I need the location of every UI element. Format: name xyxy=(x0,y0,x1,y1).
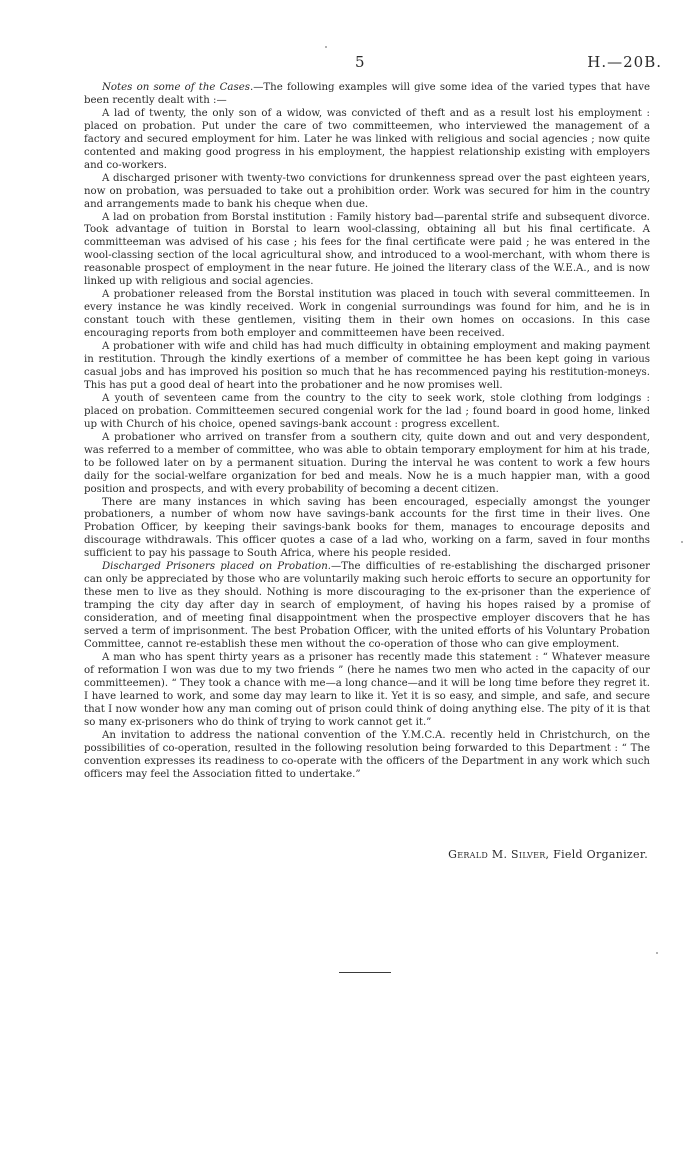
scan-speck xyxy=(325,46,327,48)
paragraph-text: An invitation to address the national convention of the Y.M.C.A. recently held in Christchurch, on the possibilities of co-operation, resulted in the following resolution being forwarded to this Department : “ The convention expresses its readiness to co-operate with the officers of the Department in any work which such officers may feel the Association fitted to undertake.” xyxy=(84,729,650,780)
paragraph-text: A probationer released from the Borstal institution was placed in touch with several committeemen. In every instance he was kindly received. Work in congenial surroundings was found for him, and he is in constant touch with these gentlemen, visiting them in their own homes on occasions. In this case encouraging reports from both employer and committeemen have been received. xyxy=(84,289,650,340)
paragraph-discharged-prisoners xyxy=(84,561,650,652)
paragraph-lead: Notes on some of the Cases. xyxy=(102,82,254,93)
body-text xyxy=(84,82,650,781)
paragraph-text: A youth of seventeen came from the country to the city to seek work, stole clothing from lodgings : placed on probation. Committeemen secured congenial work for the lad ; found board in good home, linked up with Church of his choice, opened savings-bank account : progress excellent. xyxy=(84,392,650,430)
paragraph-case-wool-classing xyxy=(84,212,650,290)
scan-speck xyxy=(681,541,683,543)
end-divider xyxy=(339,972,391,973)
paragraph-text: A lad of twenty, the only son of a widow, was convicted of theft and as a result lost his employment : placed on probation. Put under the care of two committeemen, who interviewed the management of a factory and secured employment for him. Later he was linked with religious and social agencies ; now quite contented and making good progress in his employment, the happiest relationship existing with employers and co-workers. xyxy=(84,107,650,171)
paragraph-text: A discharged prisoner with twenty-two convictions for drunkenness spread over the past eighteen years, now on probation, was persuaded to take out a prohibition order. Work was secured for him in the country and arrangements made to bank his cheque when due. xyxy=(84,172,650,210)
paragraph-text: —The following examples will give some idea of the varied types that have been recently dealt with :— xyxy=(84,82,650,106)
paragraph-case-transfer xyxy=(84,432,650,497)
signature xyxy=(448,848,648,861)
paragraph-savings xyxy=(84,497,650,562)
paragraph-ymca-invitation xyxy=(84,730,650,782)
paragraph-text: A probationer with wife and child has had much difficulty in obtaining employment and making payment in restitution. Through the kindly exertions of a member of committee he has been kept going in various casual jobs and has improved his position so much that he has recommenced paying his restitution-moneys. This has put a good deal of heart into the probationer and he now promises well. xyxy=(84,341,650,391)
paragraph-text: A probationer who arrived on transfer from a southern city, quite down and out and very despondent, was referred to a member of committee, who was able to obtain temporary employment for him at his trade, to be followed later on by a permanent situation. During the interval he was content to work a few hours daily for the social-welfare organization for bed and meals. Now he is a much happier man, with a good position and prospects, and with every probability of becoming a decent citizen. xyxy=(84,431,650,495)
paragraph-case-widow-son xyxy=(84,108,650,173)
paragraph-case-youth-seventeen xyxy=(84,393,650,432)
paragraph-case-drunkenness xyxy=(84,173,650,212)
document-reference: H.—20B. xyxy=(587,53,662,71)
signature-name: Gerald M. Silver, xyxy=(448,848,550,861)
paragraph-notes-on-cases xyxy=(84,82,650,108)
paragraph-text: —The difficulties of re-establishing the discharged prisoner can only be appreciated by those who are voluntarily making such heroic efforts to secure an opportunity for these men to live as they should. Nothing is more discouraging to the ex-prisoner than the experience of tramping the city day after day in search of employment, of having his hopes raised by a promise of consideration, and of meeting final disappointment when the prospective employer discovers that he has served a term of imprisonment. The best Probation Officer, with the united efforts of his Voluntary Probation Committee, cannot re-establish these men without the co-operation of those who can give employment. xyxy=(84,561,650,650)
signature-title: Field Organizer. xyxy=(553,848,648,861)
scan-speck xyxy=(656,952,658,954)
paragraph-case-borstal-release xyxy=(84,289,650,341)
paragraph-text: A man who has spent thirty years as a prisoner has recently made this statement : “ Whatever measure of reformation I won was due to my two friends ” (here he names two men who acted in the capacity of our committeemen). “ They took a chance with me—a long chance—and it will be long time before they regret it. I have learned to work, and some day may learn to like it. Yet it is so easy, and simple, and safe, and secure that I now wonder how any man coming out of prison could think of doing anything else. The pity of it is that so many ex-prisoners who do think of trying to work cannot get it.” xyxy=(84,651,650,728)
paragraph-text: A lad on probation from Borstal institution : Family history bad—parental strife and subsequent divorce. Took advantage of tuition in Borstal to learn wool-classing, obtaining all but his final certificate. A committeeman was advised of his case ; his fees for the final certificate were paid ; he was entered in the wool-classing section of the local agricultural show, and introduced to a wool-merchant, with whom there is reasonable prospect of employment in the near future. He joined the literary class of the W.E.A., and is now linked up with religious and social agencies. xyxy=(84,211,650,288)
paragraph-prisoner-statement xyxy=(84,652,650,730)
paragraph-case-restitution xyxy=(84,341,650,393)
page-number: 5 xyxy=(354,53,366,71)
paragraph-text: There are many instances in which saving has been encouraged, especially amongst the younger probationers, a number of whom now have savings-bank accounts for the first time in their lives. One Probation Officer, by keeping their savings-bank books for them, manages to encourage deposits and discourage withdrawals. This officer quotes a case of a lad who, working on a farm, saved in four months sufficient to pay his passage to South Africa, where his people resided. xyxy=(84,496,650,560)
paragraph-lead: Discharged Prisoners placed on Probation. xyxy=(102,561,331,573)
